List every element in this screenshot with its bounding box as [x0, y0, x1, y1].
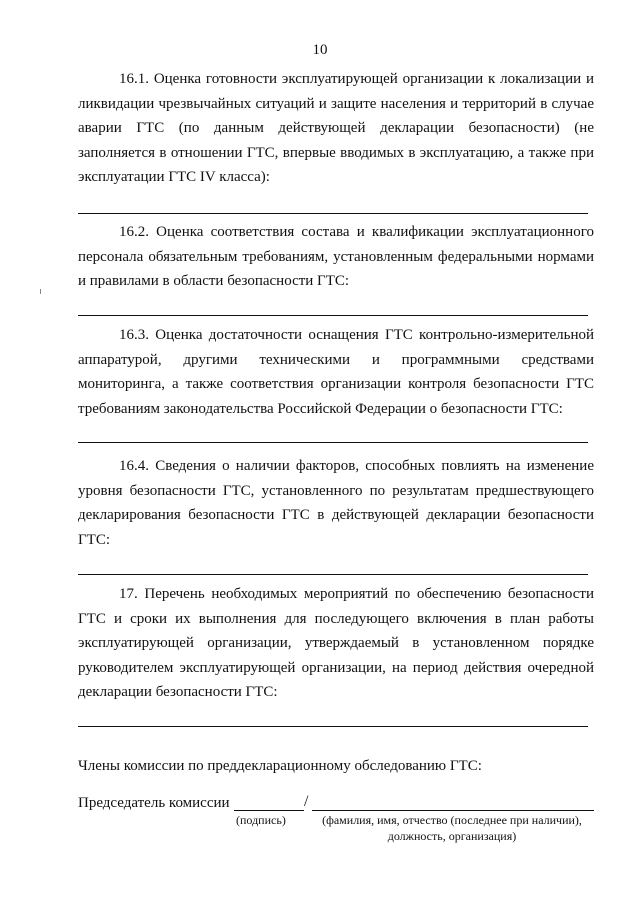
fill-line-16-1[interactable] [78, 213, 588, 214]
paragraph-17: 17. Перечень необходимых мероприятий по обеспечению безопасности ГТС и сроки их выполнения для последующего включения в план работы эксплуатирующей организации, утверждаемый в установленном порядке руководителем эксплуатирующей организации, на период действия очередной декларации безопасности ГТС: [78, 586, 594, 700]
margin-mark [40, 289, 41, 294]
fill-line-16-3[interactable] [78, 442, 588, 443]
signature-line[interactable] [234, 810, 304, 811]
paragraph-16-4: 16.4. Сведения о наличии факторов, способных повлиять на изменение уровня безопасности ГТС, установленного по результатам предшествующего декларирования безопасности ГТС в действующей декларации безопасности ГТС: [78, 458, 594, 548]
paragraph-16-1: 16.1. Оценка готовности эксплуатирующей организации к локализации и ликвидации чрезвычайных ситуаций и защите населения и территорий в случае аварии ГТС (по данным действующей декларации безопасности) (не заполняется в отношении ГТС, впервые вводимых в эксплуатацию, а также при эксплуатации ГТС IV класса): [78, 71, 594, 185]
paragraph-16-3: 16.3. Оценка достаточности оснащения ГТС контрольно-измерительной аппаратурой, другими техническими и программными средствами мониторинга, а также соответствия организации контроля безопасности ГТС требованиям законодательства Российской Федерации о безопасности ГТС: [78, 327, 594, 417]
name-caption-line-2: должность, организация) [387, 829, 517, 843]
fill-line-17[interactable] [78, 726, 588, 727]
signature-caption: (подпись) [236, 813, 286, 827]
name-caption-line-1: (фамилия, имя, отчество (последнее при наличии), [322, 813, 582, 827]
fill-line-16-4[interactable] [78, 574, 588, 575]
commission-members-heading: Члены комиссии по преддекларационному обследованию ГТС: [78, 758, 482, 774]
name-line[interactable] [312, 810, 594, 811]
page-number: 10 [312, 42, 328, 58]
fill-line-16-2[interactable] [78, 315, 588, 316]
name-caption [306, 812, 598, 844]
paragraph-16-2: 16.2. Оценка соответствия состава и квалификации эксплуатационного персонала обязательным требованиям, установленным федеральными нормами и правилами в области безопасности ГТС: [78, 224, 594, 289]
separator-slash: / [304, 793, 309, 810]
chair-label: Председатель комиссии [78, 795, 230, 811]
